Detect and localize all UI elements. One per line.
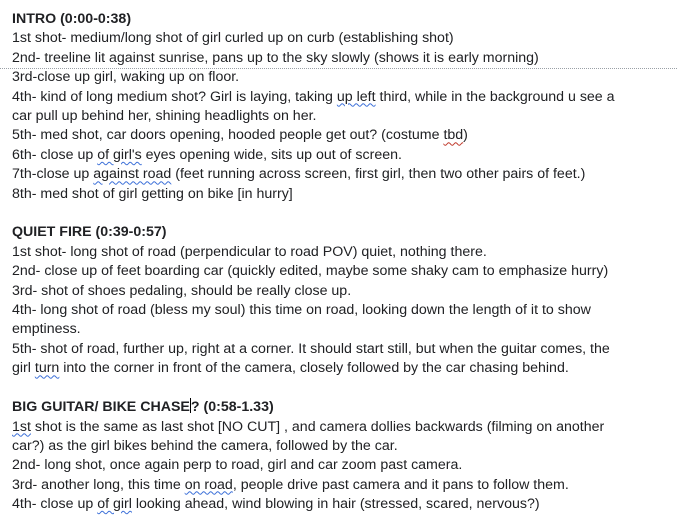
- shot-line: 4th- close up of girl looking ahead, wind blowing in hair (stressed, scared, nervous?): [12, 496, 540, 513]
- shot-line: 3rd-close up girl, waking up on floor.: [12, 69, 240, 86]
- blank-line: [12, 204, 677, 223]
- shot-line: car pull up behind her, shining headlights on her.: [12, 108, 317, 125]
- spellcheck-underline: turn: [34, 360, 60, 377]
- shot-line-text: 4th- kind of long medium shot? Girl is laying, taking up left third, while in the background u see a: [12, 88, 615, 105]
- spellcheck-underline: on road: [184, 476, 233, 493]
- heading-text: BIG GUITAR/ BIKE CHASE: [12, 399, 190, 416]
- shot-line: 3rd- another long, this time on road, people drive past camera and it pans to follow them.: [12, 476, 569, 493]
- shot-line: girl turn into the corner in front of the camera, closely followed by the car chasing behind.: [12, 360, 569, 377]
- shot-line: 4th- long shot of road (bless my soul) this time on road, looking down the length of it to show: [12, 302, 591, 319]
- section-heading-big-guitar: [12, 398, 677, 417]
- shot-line: [12, 88, 677, 107]
- spellcheck-underline: tbd: [443, 127, 464, 144]
- shot-line: 5th- shot of road, further up, right at a corner. It should start still, but when the guitar comes, the: [12, 340, 610, 357]
- shot-line: 3rd- shot of shoes pedaling, should be really close up.: [12, 282, 352, 299]
- spellcheck-underline: of girl: [97, 496, 132, 513]
- section-heading-intro: INTRO (0:00-0:38): [12, 11, 132, 27]
- shot-line: 6th- close up of girl's eyes opening wide, sits up out of screen.: [12, 146, 402, 163]
- shot-line: 1st shot is the same as last shot [NO CUT] , and camera dollies backwards (filming on another: [12, 418, 605, 435]
- shot-line: 1st shot- long shot of road (perpendicular to road POV) quiet, nothing there.: [12, 243, 487, 260]
- shot-line: 8th- med shot of girl getting on bike [in hurry]: [12, 185, 293, 202]
- heading-text: ? (0:58-1.33): [190, 399, 274, 416]
- shot-line: 5th- med shot, car doors opening, hooded people get out? (costume tbd): [12, 127, 468, 144]
- shot-line: 2nd- long shot, once again perp to road, girl and car zoom past camera.: [12, 457, 463, 474]
- spellcheck-underline: up left: [336, 88, 376, 105]
- shot-line: 7th-close up against road (feet running across screen, first girl, then two other pairs of feet.): [12, 166, 586, 183]
- spellcheck-underline: of girl's: [97, 146, 142, 163]
- shot-line: 2nd- treeline lit against sunrise, pans up to the sky slowly (shows it is early morning): [12, 49, 539, 66]
- spellcheck-underline: 1st: [12, 418, 31, 435]
- spellcheck-underline: against road: [93, 166, 172, 183]
- blank-line: [12, 379, 677, 398]
- section-heading-quiet-fire: QUIET FIRE (0:39-0:57): [12, 224, 167, 241]
- shot-line: emptiness.: [12, 321, 81, 338]
- shot-line: 1st shot- medium/long shot of girl curled up on curb (establishing shot): [12, 30, 454, 47]
- shot-line: 2nd- close up of feet boarding car (quickly edited, maybe some shaky cam to emphasize hurry): [12, 263, 609, 280]
- shot-line: car?) as the girl bikes behind the camera, followed by the car.: [12, 437, 398, 454]
- page-break-divider: [0, 68, 677, 69]
